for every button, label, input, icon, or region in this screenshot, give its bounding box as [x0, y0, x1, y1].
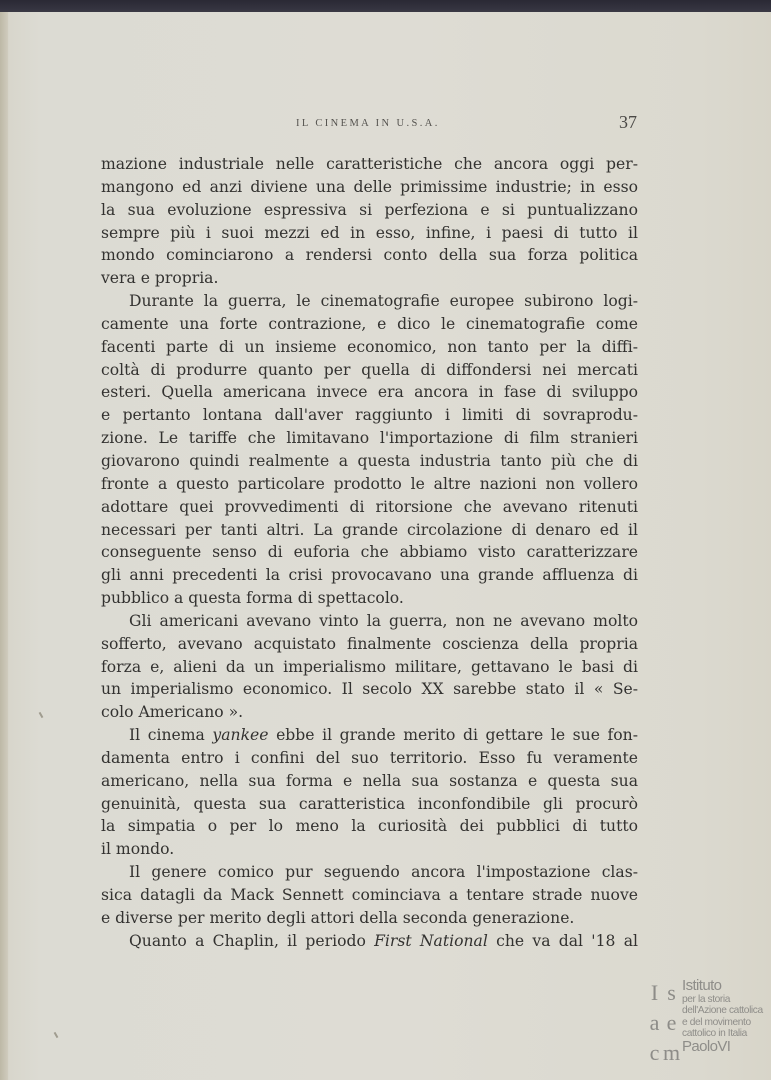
- paragraph: [101, 290, 638, 610]
- italic-term: yankee: [212, 726, 269, 745]
- text-line: sempre più i suoi mezzi ed in esso, infine, i paesi di tutto il: [101, 223, 638, 242]
- monogram-letter: c: [649, 1040, 660, 1065]
- text-line: facenti parte di un insieme economico, non tanto per la diffi-: [101, 337, 638, 356]
- page-number: 37: [619, 112, 637, 132]
- text-line: sica datagli da Mack Sennett cominciava a tentare strade nuove: [101, 886, 638, 904]
- text-line: vera e propria.: [101, 269, 219, 288]
- monogram-letter: I: [650, 980, 659, 1005]
- paragraph: [101, 153, 638, 290]
- monogram-letter: m: [663, 1040, 680, 1065]
- text-line: Durante la guerra, le cinematografie europee subirono logi-: [129, 292, 638, 311]
- monogram-letter: s: [667, 980, 676, 1005]
- text-line: il mondo.: [101, 840, 175, 859]
- text-line: zione. Le tariffe che limitavano l'importazione di film stranieri: [101, 429, 638, 448]
- text-line: forza e, alieni da un imperialismo militare, gettavano le basi di: [101, 657, 638, 676]
- paper-speck: [39, 712, 44, 718]
- text-line: Il genere comico pur seguendo ancora l'impostazione clas-: [129, 863, 638, 882]
- paragraph: [101, 610, 638, 724]
- paragraph: [101, 724, 638, 861]
- text-line: [101, 724, 638, 747]
- text-line: e diverse per merito degli attori della seconda generazione.: [101, 908, 575, 927]
- text-line: conseguente senso di euforia che abbiamo visto caratterizzare: [101, 543, 638, 562]
- text-line: un imperialismo economico. Il secolo XX sarebbe stato il « Se-: [101, 680, 638, 699]
- watermark-line: PaoloVI: [682, 1038, 731, 1056]
- text-fragment: ebbe il grande merito di gettare le sue fon-: [268, 726, 638, 745]
- text-line: mondo cominciarono a rendersi conto della sua forza politica: [101, 246, 638, 265]
- text-line: la simpatia o per lo meno la curiosità dei pubblici di tutto: [101, 817, 638, 836]
- body-text: [101, 153, 638, 953]
- text-line: americano, nella sua forma e nella sua sostanza e questa sua: [101, 771, 638, 790]
- text-line: coltà di produrre quanto per quella di diffondersi nei mercati: [101, 360, 638, 379]
- running-head: IL CINEMA IN U.S.A.: [296, 118, 440, 129]
- book-cover-edge: [0, 0, 771, 12]
- text-line: Gli americani avevano vinto la guerra, non ne avevano molto: [129, 611, 638, 630]
- text-line: fronte a questo particolare prodotto le altre nazioni non vollero: [101, 474, 638, 493]
- text-line: [101, 930, 638, 953]
- text-fragment: Il cinema: [129, 726, 213, 745]
- watermark-line: e del movimento: [682, 1016, 751, 1028]
- isacem-monogram: [646, 978, 680, 1070]
- watermark-logo: [646, 978, 771, 1070]
- text-line: genuinità, questa sua caratteristica inconfondibile gli procurò: [101, 794, 638, 813]
- italic-term: First National: [374, 931, 488, 950]
- text-line: necessari per tanti altri. La grande circolazione di denaro ed il: [101, 520, 638, 539]
- text-line: mazione industriale nelle caratteristiche che ancora oggi per-: [101, 155, 638, 173]
- monogram-letter: e: [666, 1010, 677, 1035]
- text-line: la sua evoluzione espressiva si perfeziona e si puntualizzano: [101, 200, 638, 219]
- watermark-line: per la storia: [682, 994, 731, 1005]
- text-line: gli anni precedenti la crisi provocavano una grande affluenza di: [101, 566, 638, 585]
- paper-speck: [54, 1032, 59, 1038]
- monogram-letter: a: [649, 1010, 660, 1035]
- text-line: e pertanto lontana dall'aver raggiunto i limiti di sovraprodu-: [101, 406, 638, 425]
- text-line: camente una forte contrazione, e dico le cinematografie come: [101, 314, 638, 333]
- text-fragment: che va dal '18 al: [487, 931, 638, 950]
- paragraph: [101, 930, 638, 953]
- text-fragment: Quanto a Chaplin, il periodo: [129, 931, 375, 950]
- text-line: esteri. Quella americana invece era ancora in fase di sviluppo: [101, 383, 638, 402]
- text-line: giovarono quindi realmente a questa industria tanto più che di: [101, 451, 638, 470]
- text-line: adottare quei provvedimenti di ritorsione che avevano ritenuti: [101, 497, 638, 516]
- text-line: mangono ed anzi diviene una delle primissime industrie; in esso: [101, 177, 638, 196]
- text-line: damenta entro i confini del suo territorio. Esso fu veramente: [101, 748, 638, 767]
- text-line: colo Americano ».: [101, 703, 244, 722]
- text-line: sofferto, avevano acquistato finalmente coscienza della propria: [101, 634, 638, 653]
- watermark-line: Istituto: [682, 977, 722, 994]
- paragraph: [101, 861, 638, 930]
- watermark-line: cattolico in Italia: [682, 1027, 747, 1039]
- watermark-text: [682, 978, 763, 1055]
- text-line: pubblico a questa forma di spettacolo.: [101, 589, 404, 608]
- watermark-line: dell'Azione cattolica: [682, 1005, 763, 1017]
